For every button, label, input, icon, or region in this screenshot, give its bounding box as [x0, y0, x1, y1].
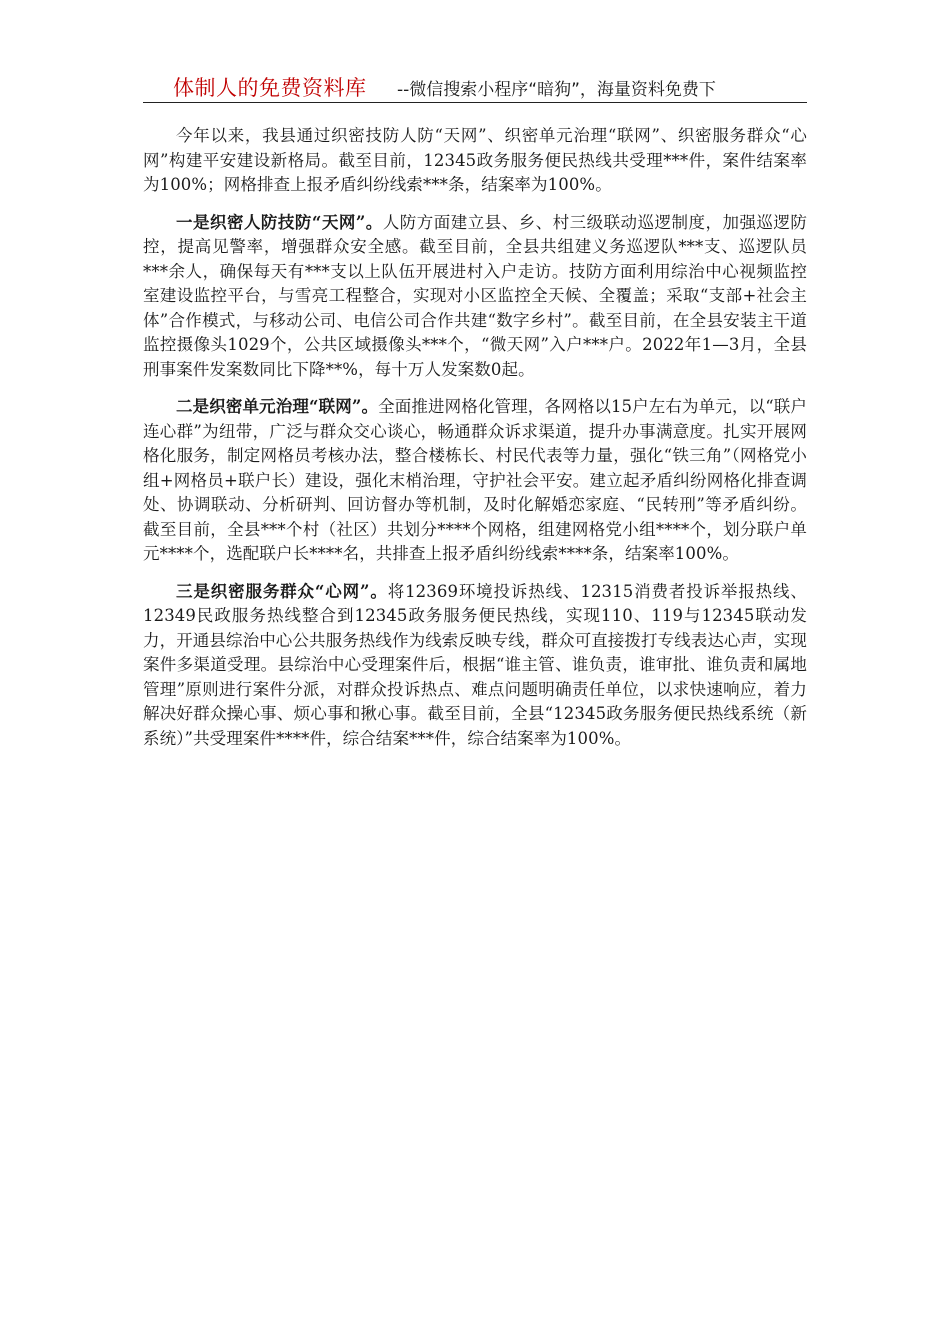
page-header: [143, 70, 807, 103]
section-body: 全面推进网格化管理，各网格以15户左右为单元，以“联户连心群”为纽带，广泛与群众交心谈心，畅通群众诉求渠道，提升办事满意度。扎实开展网格化服务，制定网格员考核办法，整合楼栋长、村民代表等力量，强化“铁三角”（网格党小组+网格员+联户长）建设，强化末梢治理，守护社会平安。建立起矛盾纠纷网格化排查调处、协调联动、分析研判、回访督办等机制，及时化解婚恋家庭、“民转刑”等矛盾纠纷。截至目前，全县***个村（社区）共划分****个网格，组建网格党小组****个，划分联户单元****个，选配联户长****名，共排查上报矛盾纠纷线索****条，结案率100%。: [143, 397, 807, 563]
section-body: 将12369环境投诉热线、12315消费者投诉举报热线、12349民政服务热线整合到12345政务服务便民热线，实现110、119与12345联动发力，开通县综治中心公共服务热线作为线索反映专线，群众可直接拨打专线表达心声，实现案件多渠道受理。县综治中心受理案件后，根据“谁主管、谁负责，谁审批、谁负责和属地管理”原则进行案件分派，对群众投诉热点、难点问题明确责任单位，以求快速响应，着力解决好群众操心事、烦心事和揪心事。截至目前，全县“12345政务服务便民热线系统（新系统）”共受理案件****件，综合结案***件，综合结案率为100%。: [143, 581, 807, 748]
section-heading: 一是织密人防技防“天网”。: [176, 212, 383, 232]
section-paragraph: [143, 580, 807, 752]
section-heading: 三是织密服务群众“心网”。: [176, 581, 388, 601]
section-paragraph: [143, 395, 807, 567]
intro-paragraph: 今年以来，我县通过织密技防人防“天网”、织密单元治理“联网”、织密服务群众“心网”构建平安建设新格局。截至目前，12345政务服务便民热线共受理***件，案件结案率为100%；网格排查上报矛盾纠纷线索***条，结案率为100%。: [143, 126, 807, 194]
document-body: [143, 124, 807, 764]
header-tagline: --微信搜索小程序“暗狗”，海量资料免费下: [397, 80, 716, 100]
section-paragraph: [143, 211, 807, 383]
header-brand: 体制人的免费资料库: [173, 76, 367, 100]
section-heading: 二是织密单元治理“联网”。: [176, 397, 379, 416]
section-body: 人防方面建立县、乡、村三级联动巡逻制度，加强巡逻防控，提高见警率，增强群众安全感。截至目前，全县共组建义务巡逻队***支、巡逻队员***余人，确保每天有***支以上队伍开展进村入户走访。技防方面利用综治中心视频监控室建设监控平台，与雪亮工程整合，实现对小区监控全天候、全覆盖；采取“支部+社会主体”合作模式，与移动公司、电信公司合作共建“数字乡村”。截至目前，在全县安装主干道监控摄像头1029个，公共区域摄像头***个，“微天网”入户***户。2022年1—3月，全县刑事案件发案数同比下降**%，每十万人发案数0起。: [143, 212, 807, 379]
